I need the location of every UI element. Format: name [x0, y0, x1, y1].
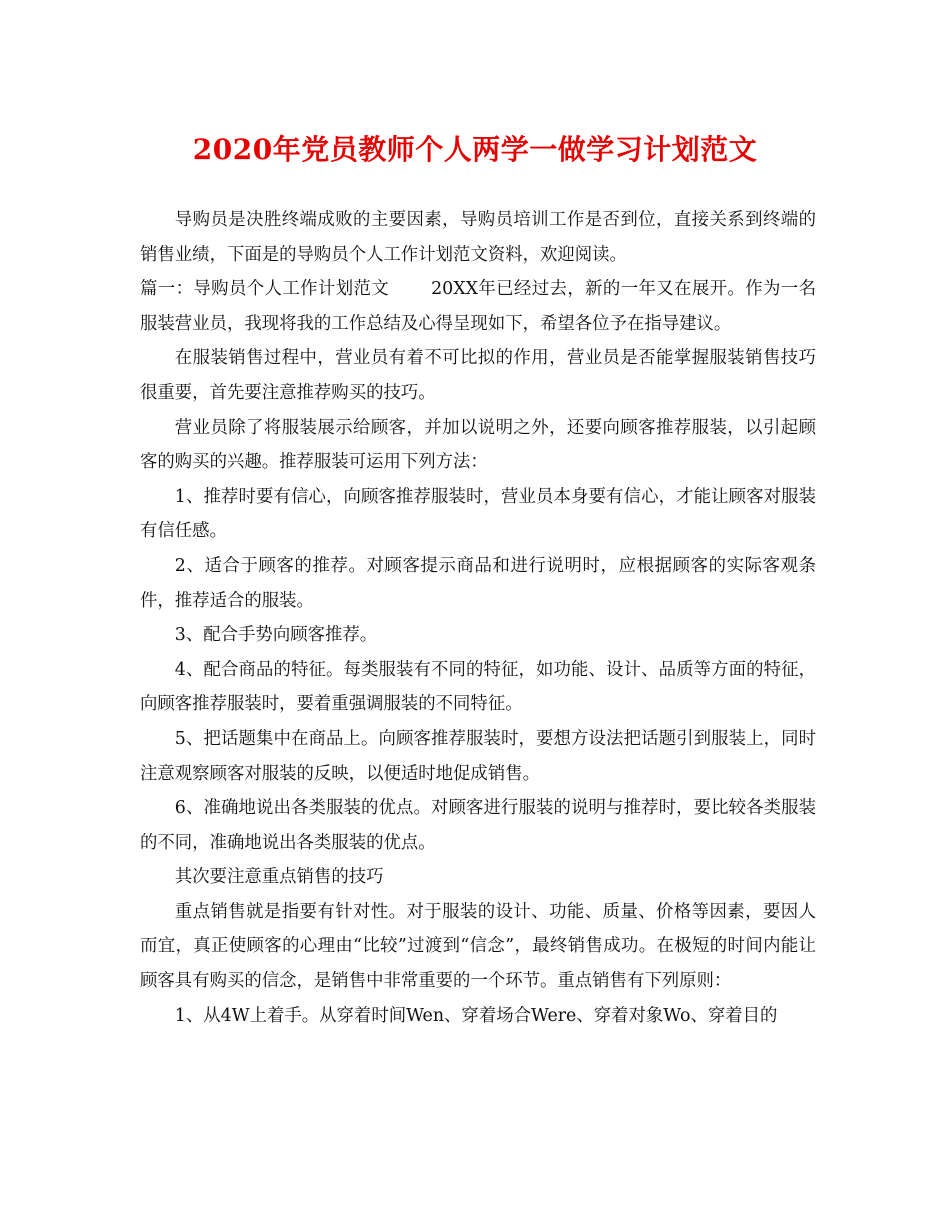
list-item: 4、配合商品的特征。每类服装有不同的特征，如功能、设计、品质等方面的特征，向顾客推荐服装时，要着重强调服装的不同特征。: [140, 659, 816, 715]
list-item: 1、推荐时要有信心，向顾客推荐服装时，营业员本身要有信心，才能让顾客对服装有信任感。: [140, 486, 816, 542]
body-paragraph: 在服装销售过程中，营业员有着不可比拟的作用，营业员是否能掌握服装销售技巧很重要，首先要注意推荐购买的技巧。: [140, 348, 816, 403]
body-paragraph: 营业员除了将服装展示给顾客，并加以说明之外，还要向顾客推荐服装，以引起顾客的购买的兴趣。推荐服装可运用下列方法：: [140, 417, 816, 473]
document-body: [140, 203, 816, 1033]
section-lead: 20XX年已经过去，新的一年又在展开。作为一名服装营业员，我现将我的工作总结及心得呈现如下，希望各位予在指导建议。: [140, 279, 816, 334]
body-paragraph: 重点销售就是指要有针对性。对于服装的设计、功能、质量、价格等因素，要因人而宜，真正使顾客的心理由“比较”过渡到“信念”，最终销售成功。在极短的时间内能让顾客具有购买的信念，是销售中非常重要的一个环节。重点销售有下列原则：: [140, 901, 816, 992]
section-heading: 篇一：导购员个人工作计划范文: [140, 279, 390, 300]
list-item: 2、适合于顾客的推荐。对顾客提示商品和进行说明时，应根据顾客的实际客观条件，推荐适合的服装。: [140, 555, 816, 611]
section-paragraph: [140, 272, 816, 341]
subheading-paragraph: 其次要注意重点销售的技巧: [174, 867, 384, 888]
list-item: 1、从4W上着手。从穿着时间Wen、穿着场合Were、穿着对象Wo、穿着目的: [174, 1005, 778, 1026]
list-item: 6、准确地说出各类服装的优点。对顾客进行服装的说明与推荐时，要比较各类服装的不同，准确地说出各类服装的优点。: [140, 798, 816, 853]
document-title: 2020年党员教师个人两学一做学习计划范文: [192, 133, 758, 166]
list-item: 5、把话题集中在商品上。向顾客推荐服装时，要想方设法把话题引到服装上，同时注意观察顾客对服装的反映，以便适时地促成销售。: [140, 728, 816, 784]
intro-paragraph: 导购员是决胜终端成败的主要因素，导购员培训工作是否到位，直接关系到终端的销售业绩，下面是的导购员个人工作计划范文资料，欢迎阅读。: [140, 210, 816, 265]
list-item: 3、配合手势向顾客推荐。: [174, 625, 378, 646]
